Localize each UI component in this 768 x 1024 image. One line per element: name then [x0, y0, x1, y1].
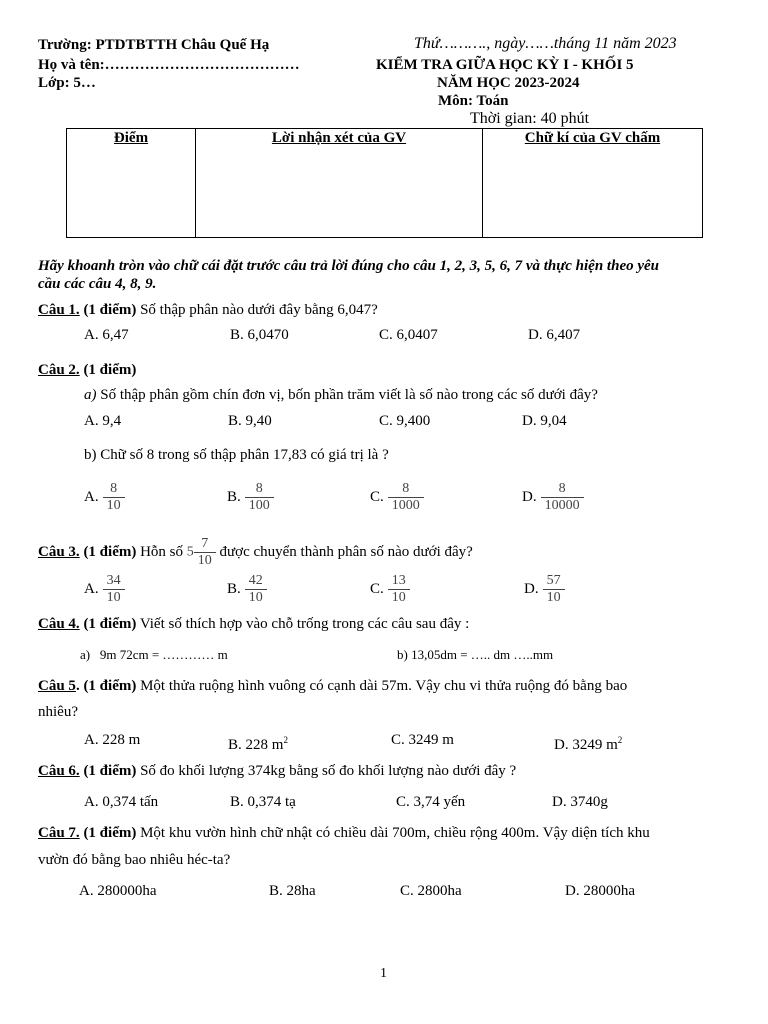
question-label: Câu 3.: [38, 543, 80, 560]
question-label: Câu 7.: [38, 825, 80, 841]
score-table: [66, 128, 703, 238]
option-letter: A.: [84, 580, 99, 597]
q7-option-b[interactable]: B. 28ha: [269, 883, 316, 899]
q1-option-d[interactable]: D. 6,407: [528, 327, 581, 343]
q6-option-c[interactable]: C. 3,74 yến: [396, 794, 466, 810]
option-letter: C.: [370, 580, 384, 597]
q2a-option-c[interactable]: C. 9,400: [379, 413, 431, 429]
q2a-option-a[interactable]: A. 9,4: [84, 413, 122, 429]
q2a-option-b[interactable]: B. 9,40: [228, 413, 272, 429]
comment-column: Lời nhận xét của GV: [196, 129, 483, 238]
fraction-denominator: 10: [388, 589, 410, 606]
question-points: (1 điểm): [83, 825, 137, 841]
mixed-whole: 5: [186, 544, 194, 560]
question-points: (1 điểm): [83, 302, 137, 318]
fraction-denominator: 10: [103, 589, 125, 606]
fraction: [541, 481, 584, 514]
signature-column: Chữ kí của GV chấm: [483, 129, 703, 238]
q1-option-b[interactable]: B. 6,0470: [230, 327, 289, 343]
superscript: 2: [283, 735, 288, 745]
question-2: [38, 360, 136, 380]
part-text: 9m 72cm = ………… m: [99, 647, 228, 662]
question-text-before: Hỗn số: [140, 543, 184, 560]
fraction: [103, 481, 125, 514]
fraction: [543, 573, 565, 606]
option-letter: D.: [522, 488, 537, 505]
fraction-numerator: 34: [106, 573, 121, 588]
q4-part-a[interactable]: [80, 645, 228, 665]
q2b-option-b[interactable]: [227, 481, 274, 514]
q1-option-a[interactable]: A. 6,47: [84, 327, 129, 343]
fraction: [103, 573, 125, 606]
q7-option-d[interactable]: D. 28000ha: [565, 883, 635, 899]
option-text: D. 3249 m: [554, 737, 618, 753]
q6-option-d[interactable]: D. 3740g: [552, 794, 608, 810]
q7-option-c[interactable]: C. 2800ha: [400, 883, 462, 899]
q5-option-d[interactable]: [554, 730, 622, 755]
q7-option-a[interactable]: A. 280000ha: [79, 883, 157, 899]
fraction-numerator: 13: [391, 573, 406, 588]
question-text-after: được chuyển thành phân số nào dưới đây?: [219, 543, 473, 560]
class-line: Lớp: 5…: [38, 75, 96, 91]
option-letter: B.: [227, 580, 241, 597]
question-label: Câu 4.: [38, 616, 80, 632]
question-7-line-2: vườn đó bằng bao nhiêu héc-ta?: [38, 852, 231, 868]
question-3: [38, 536, 473, 569]
q2b-option-d[interactable]: [522, 481, 584, 514]
question-4: [38, 614, 469, 634]
page-number: 1: [380, 966, 387, 981]
question-points: . (1 điểm): [75, 678, 137, 694]
fraction-numerator: 8: [402, 481, 410, 496]
option-text: B. 228 m: [228, 737, 284, 753]
fraction-denominator: 10: [103, 497, 125, 514]
q5-option-c[interactable]: C. 3249 m: [391, 732, 454, 748]
question-5: [38, 676, 627, 696]
question-label: Câu 2.: [38, 362, 80, 378]
question-label: Câu 1.: [38, 302, 80, 318]
q2-part-a: [84, 385, 598, 405]
q2b-option-a[interactable]: [84, 481, 125, 514]
q6-option-b[interactable]: B. 0,374 tạ: [230, 794, 296, 810]
exam-title: KIỂM TRA GIỮA HỌC KỲ I - KHỐI 5: [376, 57, 634, 73]
question-text: Một khu vườn hình chữ nhật có chiều dài 700m, chiều rộng 400m. Vậy diện tích khu: [140, 825, 650, 841]
fraction-denominator: 100: [245, 497, 274, 514]
q2a-option-d[interactable]: D. 9,04: [522, 413, 567, 429]
question-points: (1 điểm): [83, 362, 137, 378]
instruction-line-2: cầu các câu 4, 8, 9.: [38, 276, 157, 292]
q2b-option-c[interactable]: [370, 481, 424, 514]
q6-option-a[interactable]: A. 0,374 tấn: [84, 794, 159, 810]
school-name: Trường: PTDTBTTH Châu Quế Hạ: [38, 37, 270, 53]
question-points: (1 điểm): [83, 616, 137, 632]
question-label: Câu 6.: [38, 763, 80, 779]
fraction-denominator: 1000: [388, 497, 424, 514]
fraction: [388, 573, 410, 606]
mixed-fraction: [194, 536, 216, 569]
question-6: [38, 761, 516, 781]
option-letter: B.: [227, 488, 241, 505]
fraction-numerator: 57: [546, 573, 561, 588]
q3-option-a[interactable]: [84, 573, 125, 606]
q2-part-b: b) Chữ số 8 trong số thập phân 17,83 có giá trị là ?: [84, 447, 389, 463]
time-limit: Thời gian: 40 phút: [470, 110, 590, 127]
fraction-numerator: 42: [248, 573, 263, 588]
q5-option-a[interactable]: A. 228 m: [84, 732, 141, 748]
question-5-line-2: nhiêu?: [38, 704, 78, 720]
fraction: [245, 573, 267, 606]
q3-option-c[interactable]: [370, 573, 410, 606]
option-letter: A.: [84, 488, 99, 505]
fraction-numerator: 8: [558, 481, 566, 496]
q1-option-c[interactable]: C. 6,0407: [379, 327, 438, 343]
fraction: [388, 481, 424, 514]
fraction-numerator: 7: [201, 536, 209, 551]
fraction-denominator: 10: [194, 552, 216, 569]
q3-option-d[interactable]: [524, 573, 565, 606]
part-label: a): [80, 647, 91, 662]
question-text: Viết số thích hợp vào chỗ trống trong các câu sau đây :: [139, 616, 470, 632]
q5-option-b[interactable]: [228, 730, 288, 755]
q4-part-b[interactable]: b) 13,05dm = ….. dm …..mm: [397, 647, 554, 662]
part-label: a): [84, 387, 97, 403]
question-label: Câu 5: [38, 678, 76, 694]
fraction-denominator: 10: [245, 589, 267, 606]
superscript: 2: [617, 735, 623, 745]
fraction-denominator: 10000: [541, 497, 584, 514]
fraction-numerator: 8: [110, 481, 118, 496]
option-letter: C.: [370, 488, 384, 505]
question-text: Số đo khối lượng 374kg bằng số đo khối lượng nào dưới đây ?: [140, 763, 517, 779]
school-year: NĂM HỌC 2023-2024: [437, 75, 580, 91]
part-text: Số thập phân gồm chín đơn vị, bốn phần trăm viết là số nào trong các số dưới đây?: [100, 387, 598, 403]
q3-option-b[interactable]: [227, 573, 267, 606]
option-letter: D.: [524, 580, 539, 597]
fraction-numerator: 8: [255, 481, 263, 496]
instruction: Hãy khoanh tròn vào chữ cái đặt trước câu trả lời đúng cho câu 1, 2, 3, 5, 6, 7 và thực hiện theo yêu: [38, 258, 660, 274]
question-text: Số thập phân nào dưới đây bằng 6,047?: [140, 302, 378, 318]
fraction-denominator: 10: [543, 589, 565, 606]
question-text: Một thửa ruộng hình vuông có cạnh dài 57m. Vậy chu vi thửa ruộng đó bằng bao: [140, 678, 628, 694]
question-points: (1 điểm): [83, 543, 137, 560]
score-column: Điểm: [67, 129, 196, 238]
student-name-line: Họ và tên:…………………………………: [38, 57, 300, 73]
subject: Môn: Toán: [438, 93, 509, 109]
fraction: [245, 481, 274, 514]
question-7: [38, 823, 650, 843]
date-line: Thứ………., ngày……tháng 11 năm 2023: [414, 35, 677, 52]
question-points: (1 điểm): [83, 763, 137, 779]
question-1: [38, 300, 378, 320]
